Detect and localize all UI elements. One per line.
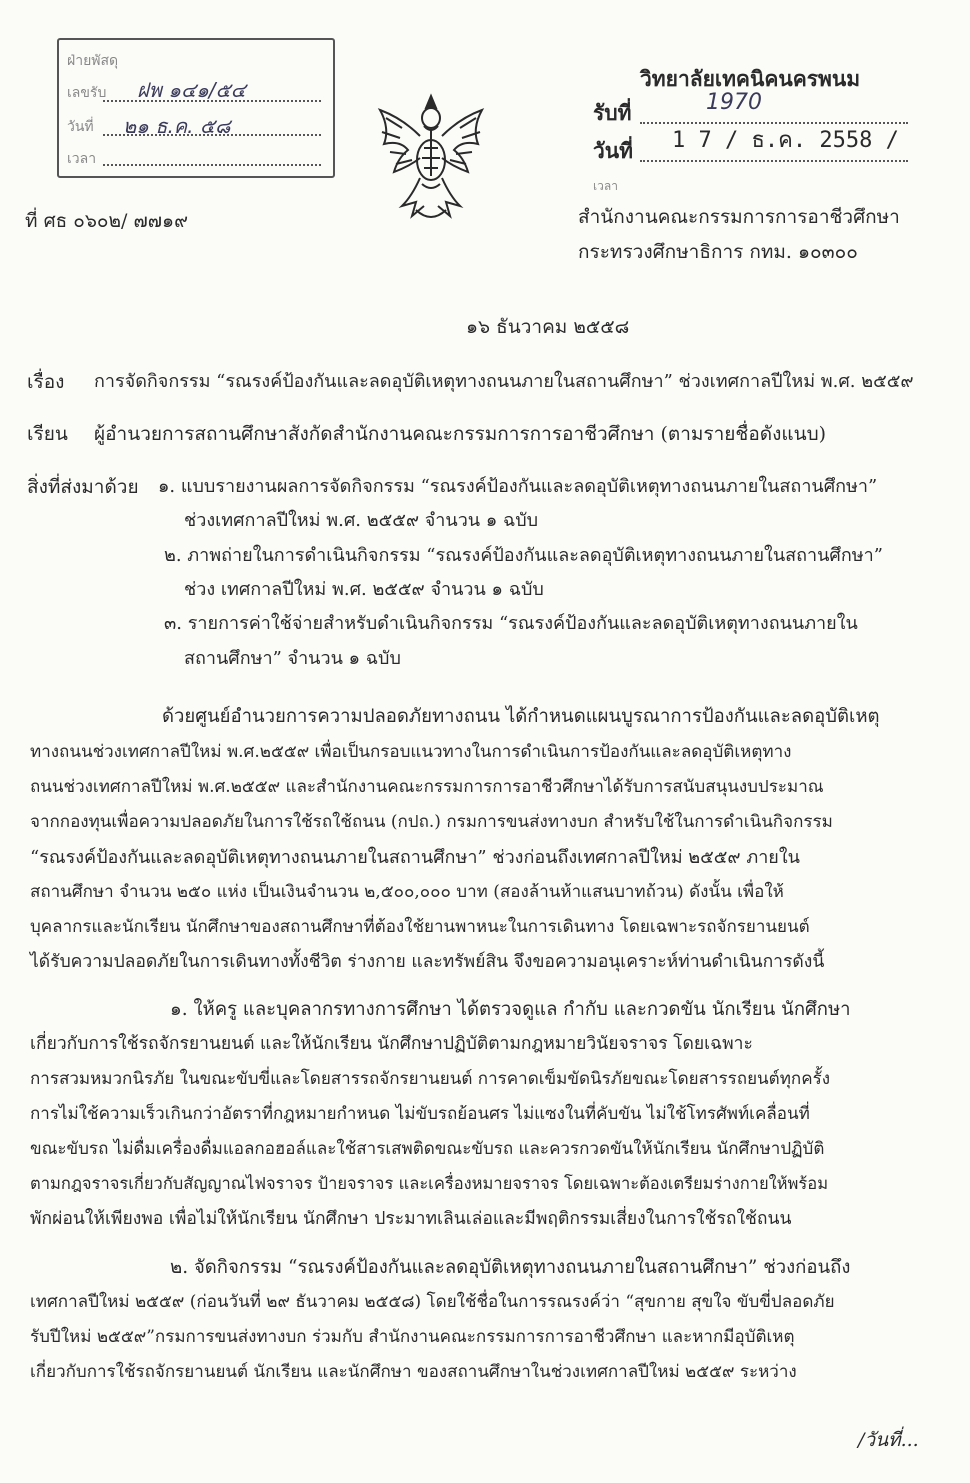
paragraph-line: พักผ่อนให้เพียงพอ เพื่อไม่ให้นักเรียน นักศึกษา ประมาทเลินเล่อและมีพฤติกรรมเสี่ยงในการใช้รถใช้ถนน — [30, 1209, 792, 1229]
attachment-item-2-line-2: ช่วง เทศกาลปีใหม่ พ.ศ. ๒๕๕๙ จำนวน ๑ ฉบับ — [184, 579, 544, 600]
agency-line-2: กระทรวงศึกษาธิการ กทม. ๑๐๓๐๐ — [578, 241, 858, 263]
subject-label: เรื่อง — [27, 371, 65, 393]
stamp-label: ฝ่ายพัสดุ — [67, 53, 119, 69]
received-time-label: เวลา — [593, 179, 618, 193]
paragraph-line: เกี่ยวกับการใช้รถจักรยานยนต์ และให้นักเรียน นักศึกษาปฏิบัติตามกฎหมายวินัยจราจร โดยเฉพาะ — [30, 1034, 753, 1054]
dotted-line — [103, 164, 321, 166]
paragraph-line: ด้วยศูนย์อำนวยการความปลอดภัยทางถนน ได้กำหนดแผนบูรณาการป้องกันและลดอุบัติเหตุ — [162, 706, 880, 727]
attachments-label: สิ่งที่ส่งมาด้วย — [27, 476, 139, 498]
recipient-label: เรียน — [27, 423, 68, 445]
document-date: ๑๖ ธันวาคม ๒๕๕๘ — [466, 316, 630, 338]
paragraph-line: บุคลากรและนักเรียน นักศึกษาของสถานศึกษาที่ต้องใช้ยานพาหนะในการเดินทาง โดยเฉพาะรถจักรยานยนต์ — [30, 917, 810, 937]
attachment-item-3-line-2: สถานศึกษา” จำนวน ๑ ฉบับ — [184, 648, 401, 669]
receiving-org-name: วิทยาลัยเทคนิคนครพนม — [640, 66, 861, 91]
received-number: 1970 — [706, 90, 762, 115]
paragraph-line: ๑. ให้ครู และบุคลากรทางการศึกษา ได้ตรวจดูแล กำกับ และกวดขัน นักเรียน นักศึกษา — [170, 999, 851, 1020]
stamp-label: เลขรับ — [67, 85, 107, 101]
recipient-text: ผู้อำนวยการสถานศึกษาสังกัดสำนักงานคณะกรรมการการอาชีวศึกษา (ตามรายชื่อดังแนบ) — [94, 423, 827, 445]
paragraph-line: รับปีใหม่ ๒๕๕๙”กรมการขนส่งทางบก ร่วมกับ สำนักงานคณะกรรมการการอาชีวศึกษา และหากมีอุบัติเหตุ — [30, 1327, 795, 1347]
paragraph-line: เกี่ยวกับการใช้รถจักรยานยนต์ นักเรียน และนักศึกษา ของสถานศึกษาในช่วงเทศกาลปีใหม่ ๒๕๕๙ ระหว่าง — [30, 1362, 797, 1382]
garuda-emblem-icon — [372, 88, 490, 230]
agency-line-1: สำนักงานคณะกรรมการการอาชีวศึกษา — [578, 206, 900, 228]
subject-text: การจัดกิจกรรม “รณรงค์ป้องกันและลดอุบัติเหตุทางถนนภายในสถานศึกษา” ช่วงเทศกาลปีใหม่ พ.ศ. ๒๕๕๙ — [94, 371, 914, 392]
paragraph-line: ได้รับความปลอดภัยในการเดินทางทั้งชีวิต ร่างกาย และทรัพย์สิน จึงขอความอนุเคราะห์ท่านดำเนินการดังนี้ — [30, 952, 825, 972]
paragraph-line: “รณรงค์ป้องกันและลดอุบัติเหตุทางถนนภายในสถานศึกษา” ช่วงก่อนถึงเทศกาลปีใหม่ ๒๕๕๙ ภายใน — [30, 847, 800, 868]
received-label: รับที่ — [593, 100, 632, 125]
attachment-item-2-line-1: ๒. ภาพถ่ายในการดำเนินกิจกรรม “รณรงค์ป้องกันและลดอุบัติเหตุทางถนนภายในสถานศึกษา” — [164, 545, 883, 566]
paragraph-line: จากกองทุนเพื่อความปลอดภัยในการใช้รถใช้ถนน (กปถ.) กรมการขนส่งทางบก สำหรับใช้ในการดำเนินกิจกรรม — [30, 812, 833, 832]
paragraph-line: การไม่ใช้ความเร็วเกินกว่าอัตราที่กฎหมายกำหนด ไม่ขับรถย้อนศร ไม่แซงในที่คับขัน ไม่ใช้โทรศัพท์เคลื่อนที่ — [30, 1104, 810, 1124]
paragraph-line: ตามกฎจราจรเกี่ยวกับสัญญาณไฟจราจร ป้ายจราจร และเครื่องหมายจราจร โดยเฉพาะต้องเตรียมร่างกายให้พร้อม — [30, 1174, 829, 1193]
paragraph-line: ทางถนนช่วงเทศกาลปีใหม่ พ.ศ.๒๕๕๙ เพื่อเป็นกรอบแนวทางในการดำเนินการป้องกันและลดอุบัติเหตุทาง — [30, 742, 792, 762]
paragraph-line: สถานศึกษา จำนวน ๒๕๐ แห่ง เป็นเงินจำนวน ๒,๕๐๐,๐๐๐ บาท (สองล้านห้าแสนบาทถ้วน) ดังนั้น เพื่อให้ — [30, 882, 784, 902]
received-date: 1 7 / ธ.ค. 2558 / — [672, 128, 899, 153]
stamp-label: วันที่ — [67, 119, 94, 135]
receipt-stamp-left — [57, 38, 335, 178]
attachment-item-3-line-1: ๓. รายการค่าใช้จ่ายสำหรับดำเนินกิจกรรม “รณรงค์ป้องกันและลดอุบัติเหตุทางถนนภายใน — [164, 613, 858, 634]
stamp-label: เวลา — [67, 151, 97, 167]
received-date-label: วันที่ — [593, 138, 633, 163]
attachment-item-1-line-2: ช่วงเทศกาลปีใหม่ พ.ศ. ๒๕๕๙ จำนวน ๑ ฉบับ — [184, 510, 539, 531]
paragraph-line: เทศกาลปีใหม่ ๒๕๕๙ (ก่อนวันที่ ๒๙ ธันวาคม ๒๕๕๘) โดยใช้ชื่อในการรณรงค์ว่า “สุขกาย สุขใจ ขับขี่ปลอดภัย — [30, 1292, 835, 1312]
attachment-item-1-line-1: ๑. แบบรายงานผลการจัดกิจกรรม “รณรงค์ป้องกันและลดอุบัติเหตุทางถนนภายในสถานศึกษา” — [158, 476, 878, 497]
dotted-line — [640, 122, 908, 124]
paragraph-line: ๒. จัดกิจกรรม “รณรงค์ป้องกันและลดอุบัติเหตุทางถนนภายในสถานศึกษา” ช่วงก่อนถึง — [170, 1257, 851, 1278]
reference-number: ที่ ศธ ๐๖๐๒/ ๗๗๑๙ — [25, 210, 189, 232]
stamp-number: ฝพ ๑๔๑/๕๔ — [137, 78, 246, 102]
page-continuation: /วันที่... — [858, 1429, 919, 1451]
stamp-date: ๒๑ ธ.ค. ๕๘ — [123, 114, 231, 138]
dotted-line — [640, 160, 908, 162]
paragraph-line: ขณะขับรถ ไม่ดื่มเครื่องดื่มแอลกอฮอล์และใช้สารเสพติดขณะขับรถ และควรกวดขันให้นักเรียน นักศึกษาปฏิบัติ — [30, 1139, 825, 1159]
paragraph-line: ถนนช่วงเทศกาลปีใหม่ พ.ศ.๒๕๕๙ และสำนักงานคณะกรรมการการอาชีวศึกษาได้รับการสนับสนุนงบประมาณ — [30, 777, 824, 797]
paragraph-line: การสวมหมวกนิรภัย ในขณะขับขี่และโดยสารรถจักรยานยนต์ การคาดเข็มขัดนิรภัยขณะโดยสารรถยนต์ทุกครั้ง — [30, 1069, 831, 1089]
